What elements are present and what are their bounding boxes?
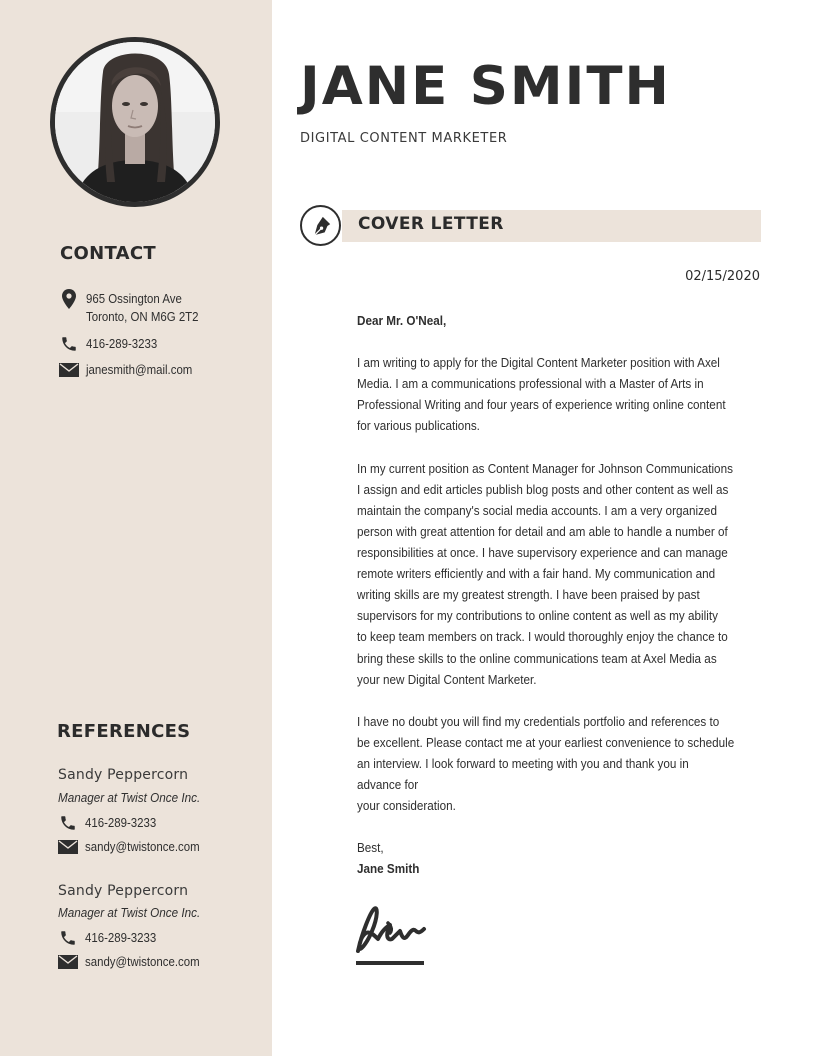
text-line: person with great attention for detail and am able to handle a number of bbox=[357, 523, 728, 539]
contact-address bbox=[59, 290, 214, 326]
text-line: be excellent. Please contact me at your earliest convenience to schedule bbox=[357, 734, 735, 750]
text-line: advance for bbox=[357, 777, 419, 793]
reference-title: Manager at Twist Once Inc. bbox=[58, 905, 201, 920]
reference-email-text: sandy@twistonce.com bbox=[85, 839, 200, 854]
contact-phone bbox=[59, 335, 167, 353]
job-title: DIGITAL CONTENT MARKETER bbox=[300, 131, 508, 146]
section-title: COVER LETTER bbox=[358, 214, 504, 234]
address-line-1: 965 Ossington Ave bbox=[86, 291, 182, 306]
text-line: I am writing to apply for the Digital Content Marketer position with Axel bbox=[357, 355, 720, 371]
text-line: Media. I am a communications professional with a Master of Arts in bbox=[357, 376, 704, 392]
text-line: In my current position as Content Manager for Johnson Communications bbox=[357, 460, 733, 476]
text-line: responsibilities at once. I have supervisory experience and can manage bbox=[357, 545, 728, 561]
text-line: your consideration. bbox=[357, 798, 456, 814]
text-line: I have no doubt you will find my credentials portfolio and references to bbox=[357, 713, 720, 729]
closing: Best, bbox=[357, 840, 384, 856]
profile-photo bbox=[50, 37, 220, 207]
phone-text: 416-289-3233 bbox=[86, 336, 158, 351]
paragraph bbox=[357, 711, 757, 816]
mail-icon bbox=[58, 838, 78, 856]
address-line-2: Toronto, ON M6G 2T2 bbox=[86, 309, 199, 324]
text-line: Professional Writing and four years of experience writing online content bbox=[357, 397, 726, 413]
text-line: maintain the company's social media accounts. I am a very organized bbox=[357, 502, 717, 518]
reference-phone bbox=[58, 814, 166, 832]
text-line: your new Digital Content Marketer. bbox=[357, 671, 537, 687]
phone-icon bbox=[58, 929, 78, 947]
salutation: Dear Mr. O'Neal, bbox=[357, 313, 447, 328]
contact-heading: CONTACT bbox=[60, 243, 156, 264]
text-line: supervisors for my contributions to online content as well as my ability bbox=[357, 608, 718, 624]
letter-date: 02/15/2020 bbox=[685, 269, 760, 284]
page-title: JANE SMITH bbox=[300, 56, 671, 117]
text-line: to keep team members on track. I would thoroughly enjoy the chance to bbox=[357, 629, 728, 645]
phone-icon bbox=[59, 335, 79, 353]
letter-body bbox=[357, 310, 757, 880]
mail-icon bbox=[59, 361, 79, 379]
contact-email bbox=[59, 361, 207, 379]
text-line: for various publications. bbox=[357, 418, 480, 434]
location-pin-icon bbox=[59, 290, 79, 308]
reference-phone bbox=[58, 929, 166, 947]
reference-phone-text: 416-289-3233 bbox=[85, 930, 157, 945]
reference-email bbox=[58, 838, 215, 856]
reference-name: Sandy Peppercorn bbox=[58, 883, 189, 899]
text-line: bring these skills to the online communications team at Axel Media as bbox=[357, 650, 717, 666]
reference-name: Sandy Peppercorn bbox=[58, 767, 189, 783]
text-line: remote writers efficiently and with a fair hand. My communication and bbox=[357, 566, 716, 582]
paragraph bbox=[357, 352, 757, 436]
text-line: writing skills are my greatest strength. I have been praised by past bbox=[357, 587, 700, 603]
reference-email bbox=[58, 953, 215, 971]
phone-icon bbox=[58, 814, 78, 832]
paragraph bbox=[357, 458, 757, 690]
email-text: janesmith@mail.com bbox=[86, 362, 193, 377]
signature bbox=[354, 903, 428, 974]
text-line: I assign and edit articles publish blog posts and other content as well as bbox=[357, 481, 729, 497]
address-text bbox=[86, 290, 199, 326]
signoff-name: Jane Smith bbox=[357, 861, 420, 877]
references-heading: REFERENCES bbox=[57, 721, 191, 742]
reference-title: Manager at Twist Once Inc. bbox=[58, 790, 201, 805]
text-line: an interview. I look forward to meeting with you and thank you in bbox=[357, 755, 689, 771]
reference-phone-text: 416-289-3233 bbox=[85, 815, 157, 830]
pen-nib-icon bbox=[300, 205, 341, 246]
reference-email-text: sandy@twistonce.com bbox=[85, 954, 200, 969]
mail-icon bbox=[58, 953, 78, 971]
